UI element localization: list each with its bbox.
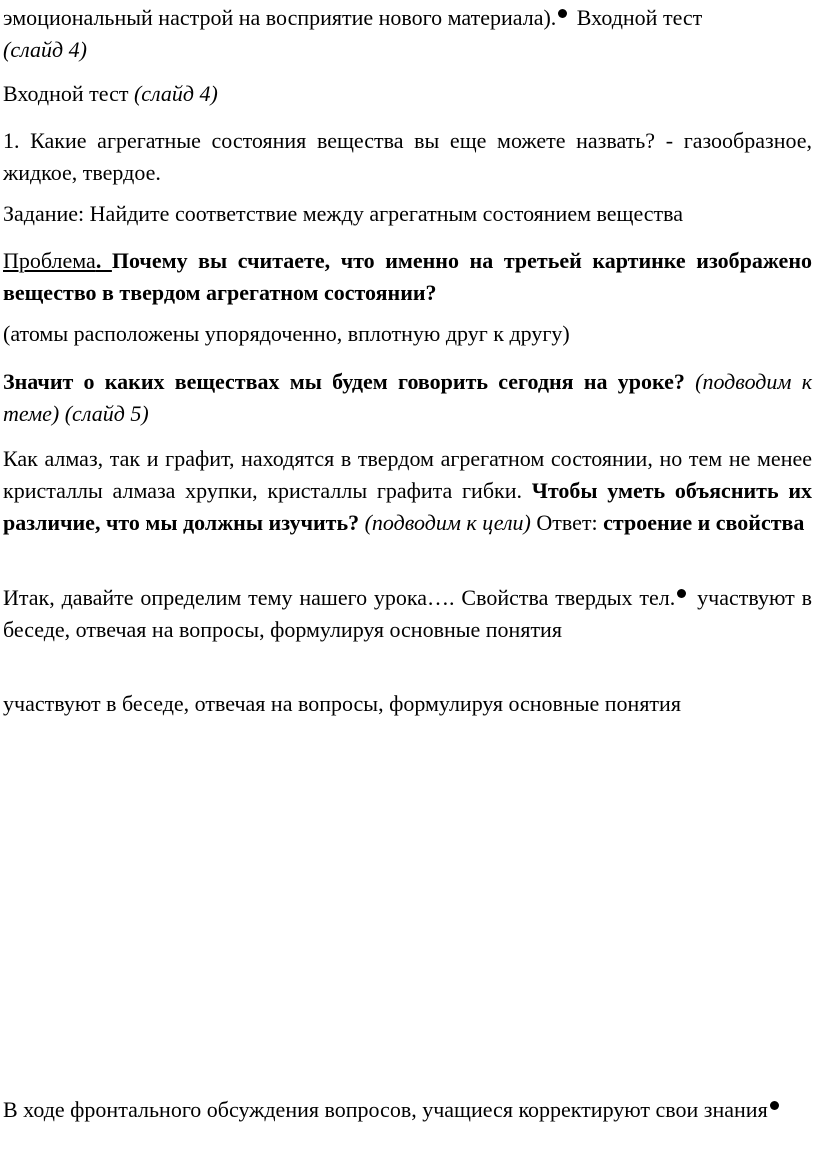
paragraph-problem [3,245,812,309]
topic-question-text: Значит о каких веществах мы будем говорить сегодня на уроке? [3,369,685,394]
frontal-discussion-text: В ходе фронтального обсуждения вопросов, учащиеся корректируют свои знания [3,1097,768,1122]
problem-question: Почему вы считаете, что именно на третьей картинке изображено вещество в твердом агрегатном состоянии? [3,248,812,305]
paragraph-topic-question [3,366,812,430]
answer-text: строение и свойства [603,510,805,535]
intro-test-label: Входной тест [571,5,703,30]
paragraph-diamond-graphite [3,443,812,539]
test-heading-text: Входной тест [3,81,134,106]
answer-label: Ответ: [530,510,604,535]
lesson-topic-text: Итак, давайте определим тему нашего урока…. Свойства твердых тел. [3,585,676,610]
atoms-text: (атомы расположены упорядоченно, вплотную друг к другу) [3,321,570,346]
paragraph-question-1 [3,125,812,189]
lesson-topic-activity: участвуют в беседе, отвечая на вопросы, формулируя основные понятия [3,585,812,642]
activity-text: участвуют в беседе, отвечая на вопросы, формулируя основные понятия [3,691,681,716]
topic-question-note: (подводим к теме) (слайд 5) [3,369,812,426]
problem-separator: . [95,248,112,273]
bullet-icon [770,1101,779,1110]
test-heading-slide-ref: (слайд 4) [133,81,218,106]
intro-slide-ref: (слайд 4) [3,37,87,62]
bullet-icon [677,589,686,598]
paragraph-task [3,198,812,230]
paragraph-intro [3,2,812,66]
paragraph-atoms [3,318,812,350]
task-text: Задание: Найдите соответствие между агрегатным состоянием вещества [3,201,684,226]
bullet-icon [558,9,567,18]
paragraph-frontal-discussion [3,1094,812,1126]
paragraph-test-heading [3,78,812,110]
goal-question: Чтобы уметь объяснить их различие, что мы должны изучить? [3,478,813,535]
intro-text: эмоциональный настрой на восприятие нового материала). [3,5,557,30]
diamond-graphite-text: Как алмаз, так и графит, находятся в твердом агрегатном состоянии, но тем не менее кристаллы алмаза хрупки, кристаллы графита гибки. [3,446,812,503]
paragraph-lesson-topic [3,582,812,646]
goal-note: (подводим к цели) [359,510,531,535]
paragraph-activity [3,688,812,720]
problem-label: Проблема [3,248,96,273]
question-1-text: 1. Какие агрегатные состояния вещества вы еще можете назвать? - газообразное, жидкое, твердое. [3,128,812,185]
